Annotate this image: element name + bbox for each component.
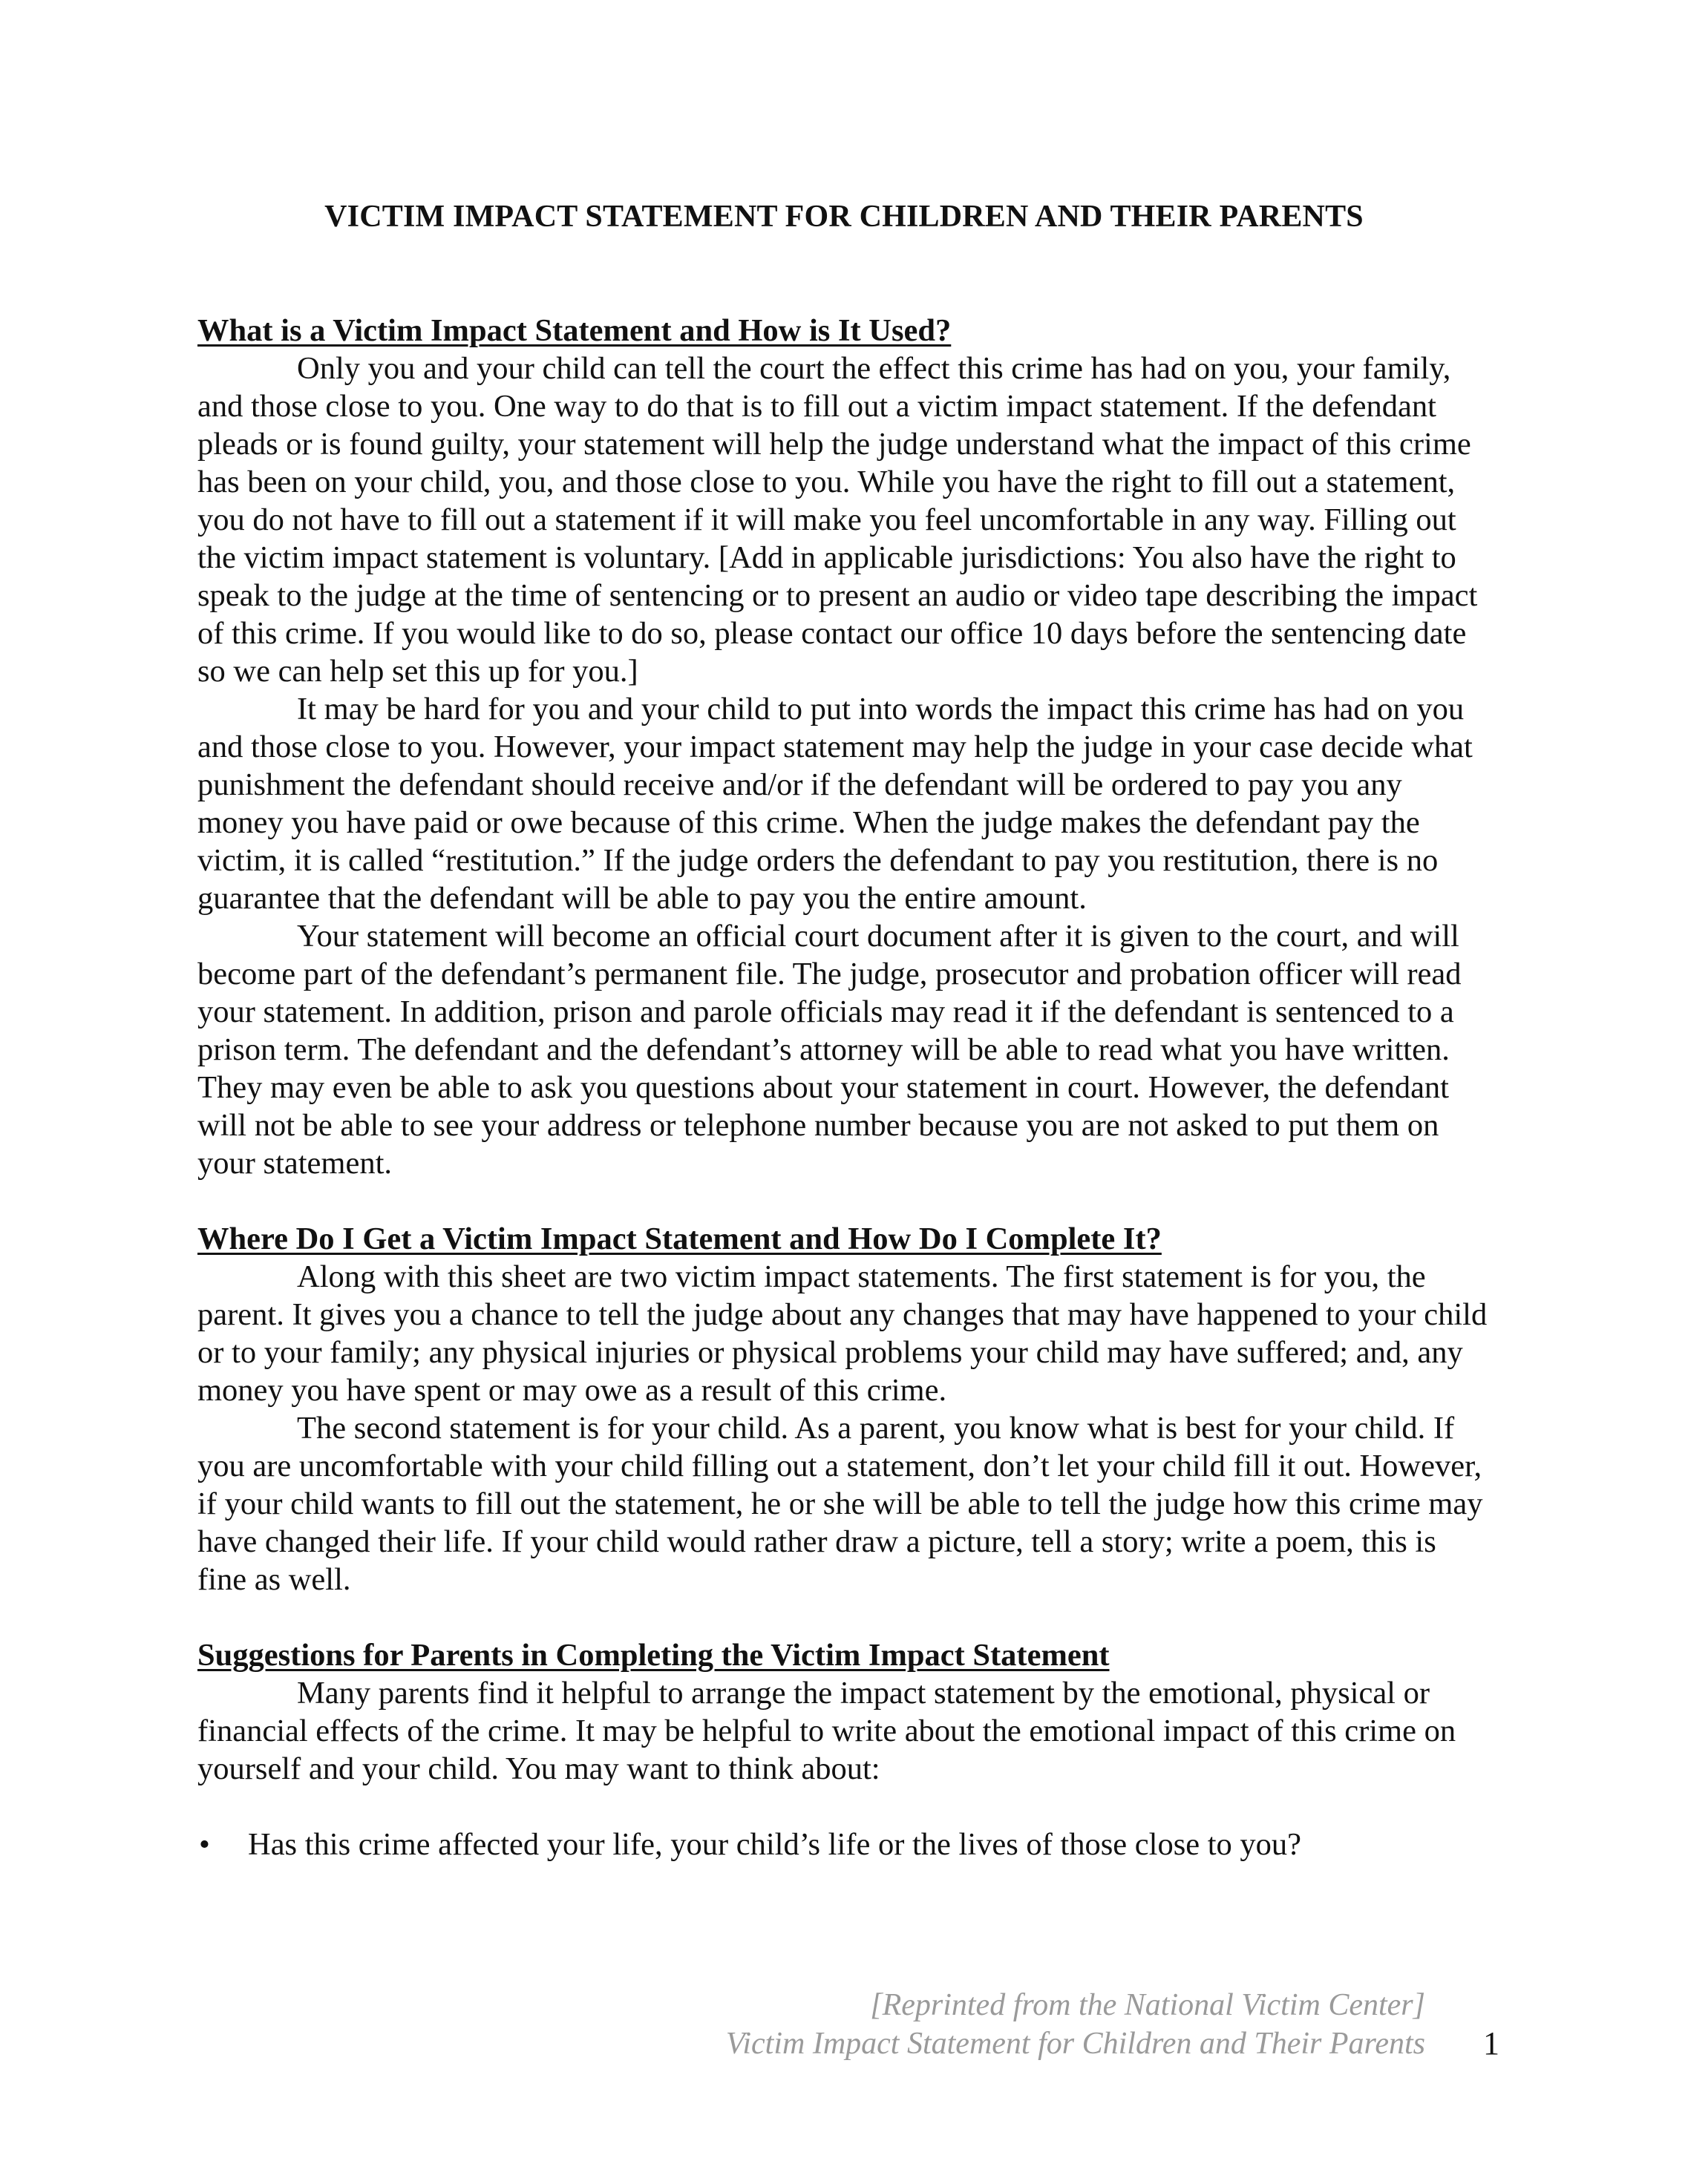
- footer-title: Victim Impact Statement for Children and Their Parents: [725, 2027, 1425, 2061]
- bullet-text: Has this crime affected your life, your child’s life or the lives of those close to you?: [248, 1827, 1302, 1862]
- paragraph: Only you and your child can tell the court the effect this crime has had on you, your family, and those close to you. One way to do that is to fill out a victim impact statement. If the defendant pleads or is found guilty, your statement will help the judge understand what the impact of this crime has been on your child, you, and those close to you. While you have the right to fill out a statement, you do not have to fill out a statement if it will make you feel uncomfortable in any way. Filling out the victim impact statement is voluntary. [Add in applicable jurisdictions: You also have the right to speak to the judge at the time of sentencing or to present an audio or video tape describing the impact of this crime. If you would like to do so, please contact our office 10 days before the sentencing date so we can help set this up for you.]: [197, 351, 1478, 689]
- bullet-list: [197, 1826, 1491, 1863]
- paragraph: Many parents find it helpful to arrange the impact statement by the emotional, physical or financial effects of the crime. It may be helpful to write about the emotional impact of this crime on yourself and your child. You may want to think about:: [197, 1676, 1456, 1786]
- section-heading: What is a Victim Impact Statement and How is It Used?: [197, 313, 952, 348]
- document-body: [197, 312, 1491, 1901]
- document-title: VICTIM IMPACT STATEMENT FOR CHILDREN AND THEIR PARENTS: [324, 200, 1364, 234]
- section-suggestions: [197, 1636, 1491, 1863]
- section-what-is: [197, 312, 1491, 1182]
- paragraph: The second statement is for your child. As a parent, you know what is best for your child. If you are uncomfortable with your child filling out a statement, don’t let your child fill it out. However, if your child wants to fill out the statement, he or she will be able to tell the judge how this crime may have changed their life. If your child would rather draw a picture, tell a story; write a poem, this is fine as well.: [197, 1411, 1483, 1597]
- section-heading: Suggestions for Parents in Completing the Victim Impact Statement: [197, 1638, 1110, 1673]
- bullet-icon: •: [199, 1827, 210, 1862]
- section-heading: Where Do I Get a Victim Impact Statement and How Do I Complete It?: [197, 1221, 1162, 1256]
- footer-source: [Reprinted from the National Victim Center]: [870, 1988, 1425, 2022]
- paragraph: Your statement will become an official court document after it is given to the court, and will become part of the defendant’s permanent file. The judge, prosecutor and probation officer will read your statement. In addition, prison and parole officials may read it if the defendant is sentenced to a prison term. The defendant and the defendant’s attorney will be able to read what you have written. They may even be able to ask you questions about your statement in court. However, the defendant will not be able to see your address or telephone number because you are not asked to put them on your statement.: [197, 919, 1462, 1181]
- paragraph: It may be hard for you and your child to put into words the impact this crime has had on you and those close to you. However, your impact statement may help the judge in your case decide what punishment the defendant should receive and/or if the defendant will be ordered to pay you any money you have paid or owe because of this crime. When the judge makes the defendant pay the victim, it is called “restitution.” If the judge orders the defendant to pay you restitution, there is no guarantee that the defendant will be able to pay you the entire amount.: [197, 692, 1473, 916]
- paragraph: Along with this sheet are two victim impact statements. The first statement is for you, the parent. It gives you a chance to tell the judge about any changes that may have happened to your child or to your family; any physical injuries or physical problems your child may have suffered; and, any money you have spent or may owe as a result of this crime.: [197, 1259, 1488, 1408]
- list-item: [197, 1826, 1491, 1863]
- page-number: 1: [1483, 2025, 1499, 2062]
- blank-line: [197, 1788, 1491, 1826]
- section-where-to-get: [197, 1220, 1491, 1598]
